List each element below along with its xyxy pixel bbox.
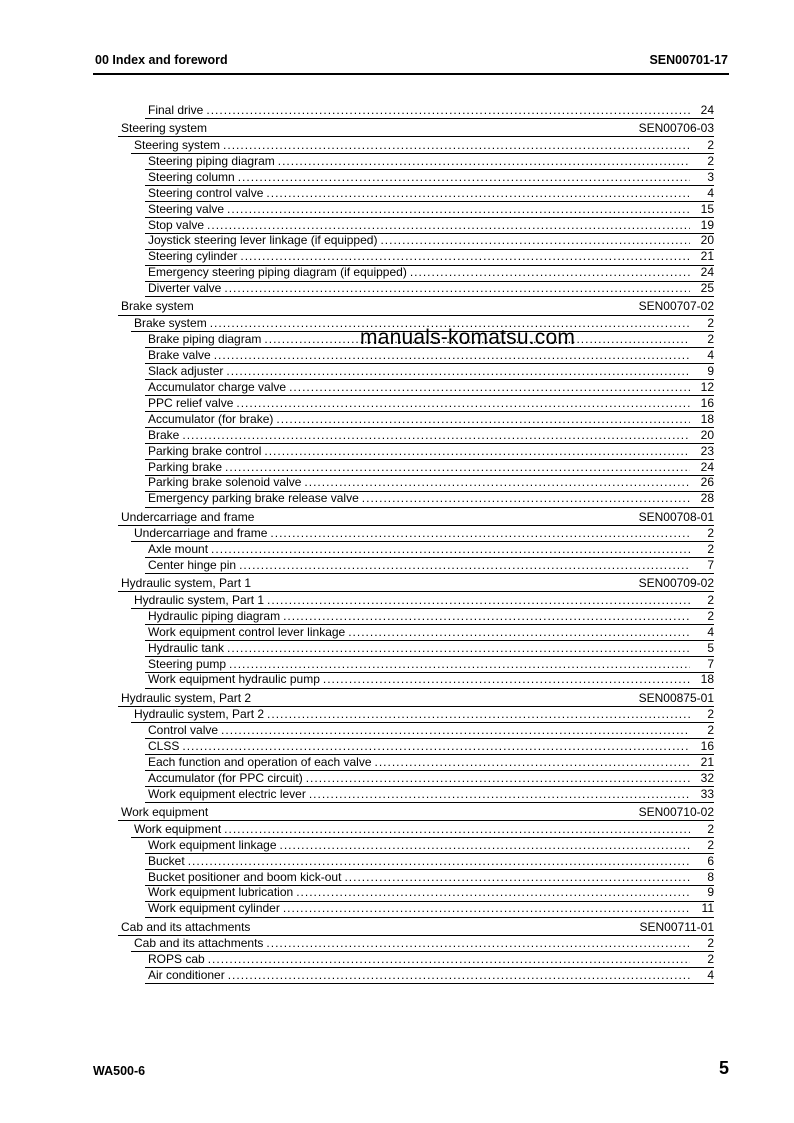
- toc-page-number: 24: [700, 103, 714, 117]
- toc-page-number: 2: [707, 315, 714, 330]
- toc-entry-title: Steering valve: [148, 201, 225, 216]
- toc-page-number: 26: [700, 475, 714, 490]
- toc-section-code: SEN00875-01: [638, 690, 714, 705]
- toc-entry-row[interactable]: [148, 169, 714, 185]
- toc-entry-row[interactable]: [148, 474, 714, 490]
- toc-entry-title: Brake: [148, 427, 180, 442]
- toc-entry-title: Work equipment: [134, 821, 222, 836]
- toc-entry-title: Accumulator charge valve: [148, 379, 287, 394]
- toc-entry-title: Parking brake: [148, 459, 223, 474]
- toc-page-number: 32: [700, 771, 714, 785]
- toc-entry-title: Slack adjuster: [148, 363, 224, 378]
- toc-entry-title: Steering system: [121, 121, 208, 136]
- toc-entry-row[interactable]: [148, 786, 714, 802]
- toc-entry-title: ROPS cab: [148, 952, 205, 966]
- toc-dot-leader: [278, 153, 690, 169]
- toc-page-number: 2: [707, 707, 714, 722]
- toc-page-number: 2: [707, 952, 714, 966]
- toc-dot-leader: [323, 671, 690, 687]
- toc-entry-row[interactable]: [148, 443, 714, 459]
- toc-entry-row[interactable]: [148, 201, 714, 217]
- toc-entry-row[interactable]: [148, 869, 714, 885]
- toc-page-number: 4: [707, 968, 714, 982]
- toc-section-code: SEN00706-03: [638, 121, 714, 136]
- toc-entry-title: Brake valve: [148, 347, 211, 362]
- toc-page-number: 20: [700, 233, 714, 248]
- header-document-code: SEN00701-17: [649, 53, 728, 67]
- toc-entry-row[interactable]: [148, 232, 714, 248]
- toc-row-rule: [145, 118, 714, 119]
- toc-row-rule: [145, 983, 714, 984]
- toc-entry-row[interactable]: [148, 264, 714, 280]
- toc-section-row[interactable]: [121, 509, 714, 525]
- toc-dot-leader: [182, 738, 690, 754]
- toc-section-code: SEN00710-02: [638, 805, 714, 820]
- toc-dot-leader: [224, 280, 690, 296]
- toc-page-number: 2: [707, 608, 714, 623]
- toc-dot-leader: [238, 169, 690, 185]
- toc-page-number: 12: [700, 379, 714, 394]
- toc-entry-title: Hydraulic tank: [148, 640, 225, 655]
- toc-entry-title: Brake piping diagram: [148, 331, 262, 346]
- toc-dot-leader: [236, 395, 690, 411]
- toc-entry-title: Joystick steering lever linkage (if equipped): [148, 233, 378, 248]
- toc-entry-title: Bucket: [148, 853, 185, 868]
- toc-entry-row[interactable]: [148, 248, 714, 264]
- header-rule: [93, 73, 729, 75]
- toc-page-number: 3: [707, 169, 714, 184]
- toc-page-number: 7: [707, 558, 714, 572]
- toc-entry-row[interactable]: [148, 557, 714, 573]
- toc-page-number: 2: [707, 936, 714, 951]
- toc-page-number: 11: [701, 901, 714, 916]
- toc-entry-title: Brake system: [121, 299, 194, 314]
- toc-entry-row[interactable]: [148, 671, 714, 687]
- toc-entry-row[interactable]: [148, 754, 714, 770]
- toc-entry-row[interactable]: [148, 900, 714, 916]
- toc-dot-leader: [276, 411, 690, 427]
- toc-dot-leader: [267, 706, 690, 722]
- toc-entry-title: Bucket positioner and boom kick-out: [148, 869, 342, 884]
- toc-entry-row[interactable]: [134, 592, 714, 608]
- toc-entry-title: Axle mount: [148, 542, 209, 556]
- toc-entry-title: Hydraulic system, Part 1: [121, 576, 252, 591]
- toc-entry-title: PPC relief valve: [148, 395, 234, 410]
- toc-dot-leader: [223, 137, 690, 153]
- toc-entry-row[interactable]: [148, 102, 714, 118]
- toc-entry-row[interactable]: [148, 280, 714, 296]
- toc-entry-title: Hydraulic piping diagram: [148, 608, 281, 623]
- toc-entry-row[interactable]: [148, 837, 714, 853]
- toc-row-rule: [145, 296, 714, 297]
- toc-page-number: 5: [707, 640, 714, 655]
- toc-entry-title: Work equipment: [121, 805, 209, 820]
- toc-page-number: 2: [707, 592, 714, 607]
- toc-entry-row[interactable]: [148, 395, 714, 411]
- toc-entry-title: Each function and operation of each valve: [148, 755, 372, 769]
- toc-dot-leader: [182, 427, 690, 443]
- toc-row-rule: [145, 917, 714, 918]
- toc-dot-leader: [226, 363, 690, 379]
- toc-page-number: 33: [700, 786, 714, 801]
- toc-entry-title: Steering cylinder: [148, 249, 238, 264]
- toc-section-row[interactable]: [121, 575, 714, 591]
- toc-section-row[interactable]: [121, 919, 714, 935]
- toc-page-number: 20: [700, 427, 714, 442]
- toc-entry-row[interactable]: [134, 137, 714, 153]
- toc-page-number: 9: [707, 363, 714, 378]
- toc-entry-row[interactable]: [134, 525, 714, 541]
- toc-entry-row[interactable]: [148, 427, 714, 443]
- toc-entry-row[interactable]: [148, 363, 714, 379]
- toc-dot-leader: [221, 722, 690, 738]
- toc-dot-leader: [206, 102, 690, 118]
- toc-dot-leader: [264, 443, 690, 459]
- toc-entry-title: Steering piping diagram: [148, 153, 275, 168]
- toc-entry-row[interactable]: [148, 624, 714, 640]
- toc-dot-leader: [283, 608, 690, 624]
- toc-dot-leader: [228, 967, 690, 983]
- toc-entry-title: Hydraulic system, Part 1: [134, 592, 265, 607]
- toc-section-row[interactable]: [121, 690, 714, 706]
- toc-page-number: 4: [707, 624, 714, 639]
- toc-row-rule: [145, 688, 714, 689]
- toc-entry-row[interactable]: [134, 935, 714, 951]
- toc-dot-leader: [211, 541, 690, 557]
- toc-dot-leader: [306, 770, 690, 786]
- toc-entry-row[interactable]: [134, 706, 714, 722]
- toc-page-number: 25: [700, 281, 714, 296]
- toc-page-number: 6: [707, 853, 714, 868]
- toc-dot-leader: [283, 900, 690, 916]
- toc-section-row[interactable]: [121, 298, 714, 314]
- toc-section-code: SEN00708-01: [638, 509, 714, 524]
- footer-model: WA500-6: [93, 1064, 146, 1078]
- toc-row-rule: [145, 507, 714, 508]
- toc-entry-row[interactable]: [148, 951, 714, 967]
- toc-dot-leader: [207, 217, 690, 233]
- toc-entry-title: Work equipment cylinder: [148, 901, 280, 916]
- toc-row-rule: [145, 802, 714, 803]
- toc-dot-leader: [304, 474, 690, 490]
- toc-entry-title: Work equipment hydraulic pump: [148, 672, 320, 687]
- toc-dot-leader: [380, 232, 690, 248]
- toc-entry-title: Cab and its attachments: [121, 919, 251, 934]
- toc-entry-title: Steering system: [134, 137, 221, 152]
- toc-dot-leader: [224, 821, 690, 837]
- toc-page-number: 28: [700, 491, 714, 506]
- toc-entry-title: CLSS: [148, 739, 180, 754]
- toc-entry-title: Work equipment control lever linkage: [148, 624, 346, 639]
- toc-page-number: 4: [707, 185, 714, 200]
- toc-row-rule: [145, 573, 714, 574]
- toc-entry-row[interactable]: [148, 217, 714, 233]
- toc-entry-title: Final drive: [148, 103, 204, 117]
- toc-entry-title: Work equipment linkage: [148, 837, 277, 852]
- toc-dot-leader: [227, 640, 690, 656]
- toc-entry-row[interactable]: [148, 153, 714, 169]
- toc-section-code: SEN00711-01: [639, 919, 714, 934]
- toc-page-number: 2: [707, 153, 714, 168]
- toc-entry-row[interactable]: [148, 853, 714, 869]
- toc-page-number: 2: [707, 137, 714, 152]
- toc-entry-row[interactable]: [148, 185, 714, 201]
- toc-dot-leader: [188, 853, 690, 869]
- toc-dot-leader: [239, 557, 690, 573]
- toc-entry-title: Diverter valve: [148, 281, 222, 296]
- toc-entry-row[interactable]: [148, 608, 714, 624]
- toc-section-row[interactable]: [121, 804, 714, 820]
- toc-entry-title: Control valve: [148, 723, 219, 738]
- toc-page-number: 23: [700, 443, 714, 458]
- toc-page-number: 16: [700, 395, 714, 410]
- toc-dot-leader: [267, 592, 690, 608]
- footer-page-number: 5: [718, 1058, 729, 1078]
- toc-page-number: 9: [707, 885, 714, 900]
- toc-entry-title: Accumulator (for PPC circuit): [148, 771, 303, 785]
- watermark: manuals-komatsu.com: [360, 326, 576, 349]
- toc-page-number: 24: [700, 459, 714, 474]
- toc-dot-leader: [225, 459, 690, 475]
- toc-entry-row[interactable]: [148, 722, 714, 738]
- toc-dot-leader: [344, 869, 690, 885]
- toc-entry-title: Work equipment electric lever: [148, 786, 306, 801]
- toc-dot-leader: [289, 379, 690, 395]
- toc-entry-title: Work equipment lubrication: [148, 885, 294, 900]
- toc-page-number: 7: [707, 656, 714, 671]
- toc-dot-leader: [208, 951, 690, 967]
- toc-entry-title: Accumulator (for brake): [148, 411, 274, 426]
- toc-page-number: 2: [707, 526, 714, 541]
- toc-section-code: SEN00709-02: [638, 576, 714, 591]
- toc-page-number: 18: [700, 672, 714, 687]
- toc-entry-row[interactable]: [148, 541, 714, 557]
- toc-dot-leader: [266, 935, 690, 951]
- toc-entry-title: Undercarriage and frame: [121, 509, 255, 524]
- toc-dot-leader: [229, 656, 690, 672]
- toc-page-number: 24: [700, 265, 714, 280]
- toc-page-number: 2: [707, 542, 714, 556]
- toc-page-number: 21: [700, 249, 714, 264]
- toc-entry-title: Center hinge pin: [148, 558, 237, 572]
- toc-entry-row[interactable]: [148, 411, 714, 427]
- toc-page-number: 2: [707, 821, 714, 836]
- toc-dot-leader: [296, 884, 690, 900]
- toc-entry-title: Emergency steering piping diagram (if equipped): [148, 265, 407, 280]
- toc-page-number: 4: [707, 347, 714, 362]
- toc-entry-title: Steering pump: [148, 656, 227, 671]
- toc-page-number: 2: [707, 331, 714, 346]
- toc-page-number: 16: [700, 739, 714, 754]
- toc-page-number: 2: [707, 723, 714, 738]
- toc-entry-title: Brake system: [134, 315, 207, 330]
- toc-page-number: 2: [707, 837, 714, 852]
- toc-entry-title: Parking brake control: [148, 443, 262, 458]
- toc-dot-leader: [266, 185, 690, 201]
- toc-page-number: 8: [707, 869, 714, 884]
- toc-entry-title: Hydraulic system, Part 2: [121, 690, 252, 705]
- toc-entry-row[interactable]: [148, 490, 714, 506]
- toc-section-row[interactable]: [121, 120, 714, 136]
- toc-dot-leader: [309, 786, 690, 802]
- toc-page-number: 15: [700, 201, 714, 216]
- toc-entry-row[interactable]: [148, 379, 714, 395]
- toc-dot-leader: [375, 754, 691, 770]
- toc-page-number: 19: [700, 217, 714, 232]
- toc-dot-leader: [348, 624, 690, 640]
- toc-entry-row[interactable]: [148, 738, 714, 754]
- toc-entry-row[interactable]: [148, 884, 714, 900]
- header-manual-title: 00 Index and foreword: [95, 53, 228, 67]
- toc-entry-row[interactable]: [148, 967, 714, 983]
- toc-dot-leader: [410, 264, 690, 280]
- toc-entry-title: Undercarriage and frame: [134, 526, 268, 541]
- toc-dot-leader: [227, 201, 690, 217]
- toc-dot-leader: [280, 837, 690, 853]
- toc-page-number: 21: [700, 755, 714, 769]
- toc-entry-row[interactable]: [134, 821, 714, 837]
- toc-entry-title: Steering control valve: [148, 185, 264, 200]
- toc-entry-title: Hydraulic system, Part 2: [134, 707, 265, 722]
- toc-section-code: SEN00707-02: [638, 299, 714, 314]
- toc-page-number: 18: [700, 411, 714, 426]
- toc-entry-title: Steering column: [148, 169, 235, 184]
- toc-entry-title: Stop valve: [148, 217, 205, 232]
- toc-entry-row[interactable]: [148, 640, 714, 656]
- toc-entry-title: Cab and its attachments: [134, 936, 264, 951]
- toc-entry-title: Emergency parking brake release valve: [148, 491, 359, 506]
- toc-dot-leader: [240, 248, 690, 264]
- toc-entry-row[interactable]: [148, 656, 714, 672]
- toc-entry-title: Parking brake solenoid valve: [148, 475, 302, 490]
- toc-entry-title: Air conditioner: [148, 968, 225, 982]
- toc-entry-row[interactable]: [148, 770, 714, 786]
- toc-entry-row[interactable]: [148, 459, 714, 475]
- toc-dot-leader: [270, 525, 690, 541]
- toc-dot-leader: [362, 490, 690, 506]
